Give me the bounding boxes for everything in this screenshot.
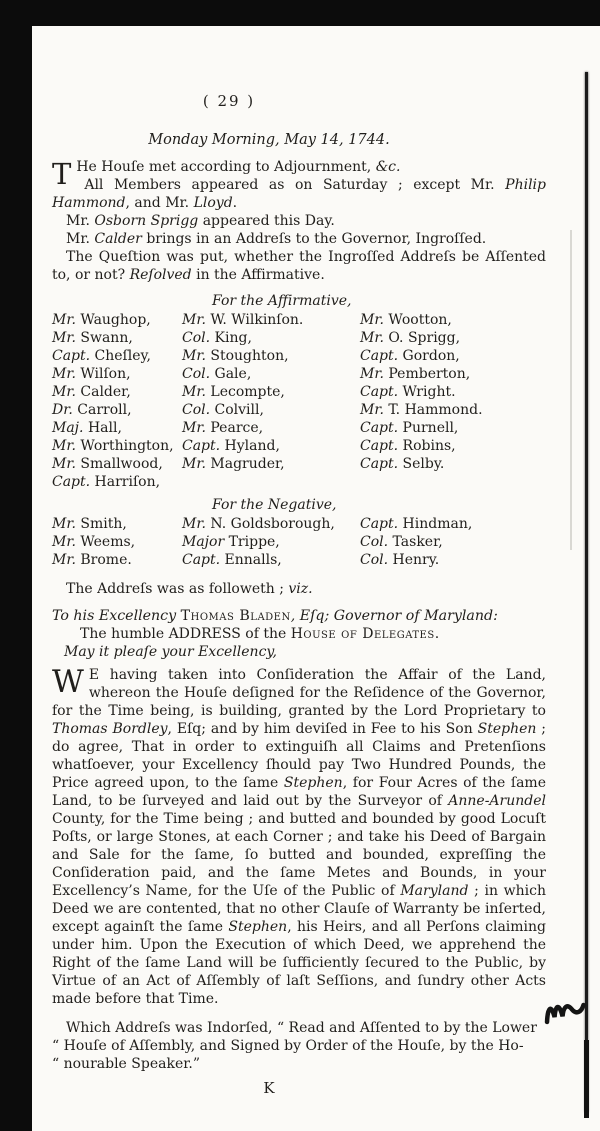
- address-body: [52, 666, 546, 1008]
- text-segment: The humble ADDRESS of the: [80, 626, 291, 642]
- text-segment: County, for the Time being ; and butted and bounded by good Locuſt Poſts, or large Stones, at each Corner ; and take his Deed of Bargain and Sale for the ſame, ſo butted and bounded, expreſſing the Conſideration paid, and the ſame Metes and Bounds, in your Excellency’s Name, for the Uſe of the Public of: [52, 811, 546, 899]
- name-entry: Mr. Calder,: [52, 384, 131, 400]
- name-entry: Mr. Wootton,: [360, 312, 452, 328]
- text-line: “ nourable Speaker.”: [52, 1056, 200, 1072]
- paragraph-text: [52, 177, 546, 211]
- name-entry: Major Trippe,: [182, 534, 280, 550]
- negative-col-3: [360, 515, 546, 569]
- name-entry: Col. Gale,: [182, 366, 252, 382]
- text-segment: , Eſq; and by him deviſed in Fee to his Son: [167, 721, 478, 737]
- text-segment: The Addreſs was as followeth ;: [66, 581, 289, 597]
- text-segment: Philip Hammond: [52, 177, 546, 211]
- negative-col-1: [52, 515, 182, 569]
- name-entry: Col. King,: [182, 330, 252, 346]
- text-segment: Stephen: [228, 919, 288, 935]
- page-gutter-shadow: [585, 72, 588, 1112]
- paragraph-text: [52, 664, 547, 1007]
- name-entry: Capt. Ennalls,: [182, 552, 282, 568]
- paragraph-text: [66, 231, 486, 247]
- name-entry: Mr. W. Wilkinſon.: [182, 312, 304, 328]
- page-gutter-shadow-bottom: [584, 1040, 589, 1118]
- text-segment: Calder: [94, 231, 142, 247]
- text-segment: Thomas Bladen: [180, 608, 291, 624]
- name-entry: Capt. Robins,: [360, 438, 456, 454]
- text-segment: Stephen: [477, 721, 537, 737]
- text-segment: ; do agree, That in order to extinguiſh all Claims and Pretenſions whatſoever, your Excellency ſhould pay Two Hundred Pounds, the Price agreed upon, to the ſame: [52, 721, 547, 791]
- paragraph-text: [66, 581, 313, 597]
- text-segment: viz.: [288, 581, 313, 597]
- address-opening: May it pleaſe your Excellency,: [64, 644, 277, 660]
- affirmative-division: [52, 292, 546, 491]
- paragraph-text: [52, 249, 546, 283]
- name-entry: Capt. Hindman,: [360, 516, 473, 532]
- endorsement-paragraph: [52, 1019, 546, 1073]
- paragraph-calder-address: [52, 230, 546, 248]
- name-entry: Mr. Magruder,: [182, 456, 285, 472]
- name-entry: Mr. Weems,: [52, 534, 136, 550]
- text-segment: The Queſtion was put, whether the Ingroſſed Addreſs be Aſſented to, or not?: [52, 249, 546, 283]
- address-title: [80, 625, 546, 643]
- text-segment: .: [232, 195, 238, 211]
- text-segment: Lloyd: [193, 195, 233, 211]
- text-segment: Maryland: [424, 608, 494, 624]
- name-entry: Mr. Swann,: [52, 330, 133, 346]
- dropcap-W: W: [52, 664, 84, 700]
- name-entry: Capt. Hyland,: [182, 438, 280, 454]
- name-entry: Capt. Selby.: [360, 456, 445, 472]
- scan-streak: [570, 230, 572, 550]
- text-segment: All Members appeared as on Saturday ; except Mr.: [84, 177, 506, 193]
- dropcap-T: T: [52, 157, 72, 191]
- negative-columns: [52, 515, 546, 569]
- paragraph-members: [52, 176, 546, 212]
- text-segment: E having taken into Conſideration the Affair of the Land, whereon the Houſe deſigned for the Reſidence of the Governor, for the Time being, is building, granted by the Lord Proprietary to: [52, 667, 546, 719]
- name-entry: Mr. Stoughton,: [182, 348, 289, 364]
- name-entry: Capt. Gordon,: [360, 348, 460, 364]
- page-number: ( 29 ): [202, 92, 256, 110]
- name-entry: Col. Tasker,: [360, 534, 443, 550]
- text-segment: Stephen: [283, 775, 343, 791]
- page-content: [52, 26, 546, 1097]
- name-entry: Col. Henry.: [360, 552, 440, 568]
- name-entry: Maj. Hall,: [52, 420, 122, 436]
- paragraph-osborn-sprigg: [52, 212, 546, 230]
- address-salutation: [52, 607, 546, 625]
- text-line: Which Addreſs was Indorſed, “ Read and Aſſented to by the Lower: [66, 1020, 537, 1036]
- dateline: Monday Morning, May 14, 1744.: [148, 132, 390, 148]
- paragraph-question: [52, 248, 546, 284]
- text-segment: Osborn Sprigg: [94, 213, 199, 229]
- address-intro: [52, 580, 546, 598]
- text-segment: Mr.: [66, 213, 95, 229]
- name-entry: Mr. Lecompte,: [182, 384, 285, 400]
- affirmative-columns: [52, 311, 546, 491]
- name-entry: Mr. Pearce,: [182, 420, 264, 436]
- affirmative-header: For the Affirmative,: [212, 293, 352, 309]
- text-segment: in the Affirmative.: [191, 267, 325, 283]
- text-segment: Mr.: [66, 231, 95, 247]
- text-segment: Reſolved: [129, 267, 192, 283]
- text-segment: , Eſq; Governor of: [290, 608, 425, 624]
- text-segment: , and Mr.: [125, 195, 194, 211]
- negative-division: [52, 496, 546, 569]
- name-entry: Mr. T. Hammond.: [360, 402, 483, 418]
- text-segment: .: [434, 626, 440, 642]
- text-segment: appeared this Day.: [198, 213, 335, 229]
- name-entry: Mr. Wilſon,: [52, 366, 131, 382]
- name-entry: Col. Colvill,: [182, 402, 264, 418]
- text-segment: , for Four Acres of the ſame Land, to be ſurveyed and laid out by the Surveyor of: [52, 775, 546, 809]
- name-entry: Mr. N. Goldsborough,: [182, 516, 335, 532]
- name-entry: Dr. Carroll,: [52, 402, 132, 418]
- text-segment: Thomas Bordley: [52, 721, 168, 737]
- text-segment: Maryland: [400, 883, 469, 899]
- text-segment: ; in which Deed we are contented, that no other Clauſe of Warranty be inſerted, except againſt the ſame: [52, 883, 546, 935]
- name-entry: Mr. Pemberton,: [360, 366, 471, 382]
- text-segment: House of Delegates: [290, 626, 435, 642]
- name-entry: Mr. Smallwood,: [52, 456, 163, 472]
- paragraph-text: [66, 213, 335, 229]
- text-segment: He Houſe met according to Adjournment,: [76, 159, 376, 175]
- name-entry: Mr. Smith,: [52, 516, 127, 532]
- text-segment: :: [493, 608, 498, 624]
- name-entry: Mr. Brome.: [52, 552, 132, 568]
- negative-header: For the Negative,: [212, 497, 337, 513]
- paragraph-text: [52, 608, 498, 624]
- name-entry: Mr. O. Sprigg,: [360, 330, 461, 346]
- name-entry: Mr. Worthington,: [52, 438, 174, 454]
- text-line: “ Houſe of Aſſembly, and Signed by Order of the Houſe, by the Ho-: [52, 1038, 524, 1054]
- text-segment: To his Excellency: [52, 608, 181, 624]
- name-entry: Mr. Waughop,: [52, 312, 151, 328]
- scan-edge-left: [0, 0, 32, 1131]
- paragraph-text: [76, 159, 400, 175]
- scan-edge-top: [0, 0, 600, 26]
- name-entry: Capt. Wright.: [360, 384, 456, 400]
- text-segment: brings in an Addreſs to the Governor, Ingroſſed.: [141, 231, 487, 247]
- text-segment: &c.: [375, 159, 401, 175]
- name-entry: Capt. Purnell,: [360, 420, 459, 436]
- negative-col-2: [182, 515, 360, 569]
- paragraph-text: [80, 626, 439, 642]
- ink-mark: [541, 994, 590, 1029]
- signature-mark: K: [263, 1079, 275, 1097]
- name-entry: Capt. Cheſley,: [52, 348, 152, 364]
- affirmative-col-2: [182, 311, 360, 491]
- affirmative-col-1: [52, 311, 182, 491]
- name-entry: Capt. Harriſon,: [52, 474, 161, 490]
- text-segment: , his Heirs, and all Perſons claiming under him. Upon the Execution of which Deed, we apprehend the Right of the ſame Land will be ſufficiently ſecured to the Public, by Virtue of an Act of Aſſembly of laſt Seſſions, and ſundry other Acts made before that Time.: [52, 919, 547, 1007]
- affirmative-col-3: [360, 311, 546, 491]
- text-segment: Anne-Arundel: [448, 793, 546, 809]
